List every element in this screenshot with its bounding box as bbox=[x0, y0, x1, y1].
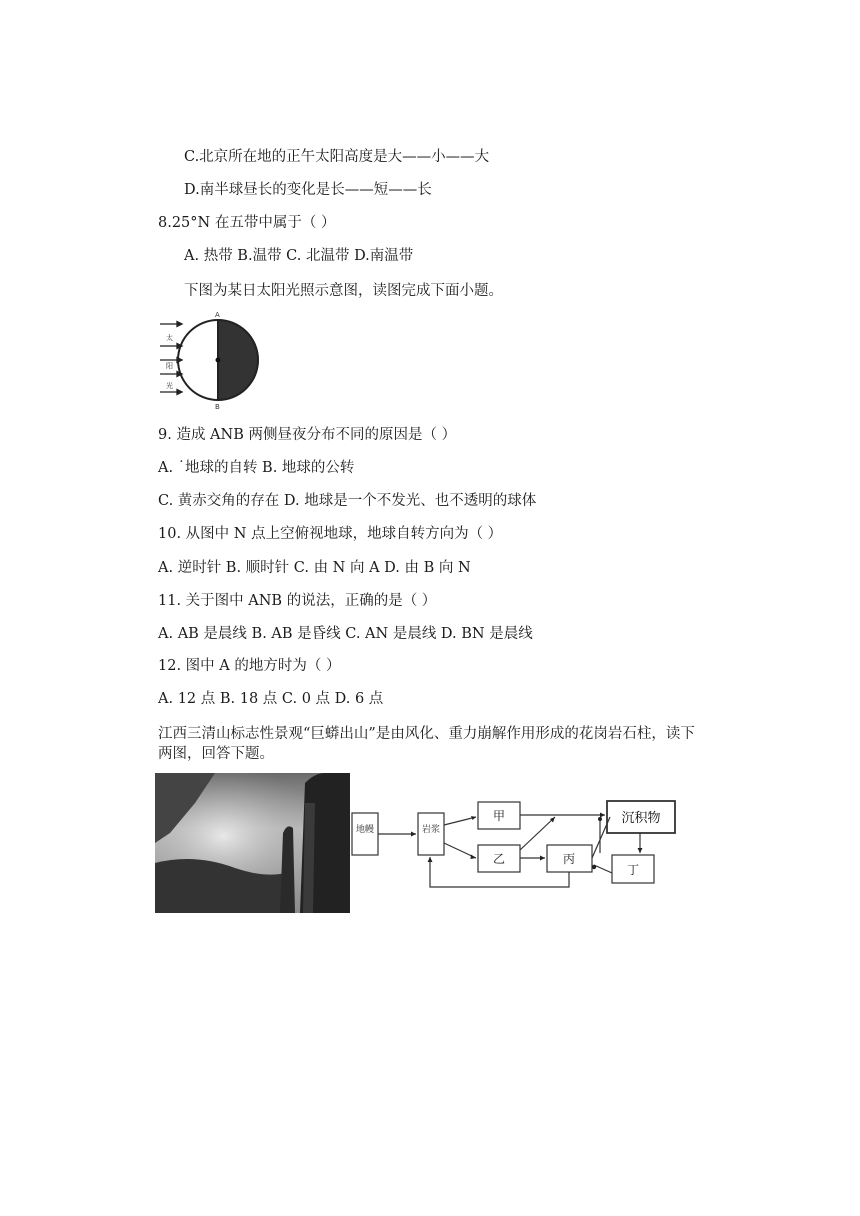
arrow-label-3: 光 bbox=[166, 382, 173, 390]
label-sediment: 沉积物 bbox=[621, 811, 661, 826]
label-jia: 甲 bbox=[492, 809, 506, 823]
arrow-label-1: 太 bbox=[166, 334, 173, 342]
sanqing-intro-line1: 江西三清山标志性景观“巨蟒出山”是由风化、重力崩解作用形成的花岗岩石柱，读下 bbox=[158, 726, 695, 742]
night-half bbox=[218, 320, 258, 400]
q10-stem: 10. 从图中 N 点上空俯视地球，地球自转方向为（ ） bbox=[158, 526, 503, 542]
q7-option-c: C.北京所在地的正午太阳高度是大——小——大 bbox=[184, 149, 490, 165]
q7-option-d: D.南半球昼长的变化是长——短——长 bbox=[184, 182, 432, 198]
label-a: A bbox=[215, 311, 220, 319]
figure-intro: 下图为某日太阳光照示意图，读图完成下面小题。 bbox=[184, 283, 503, 299]
sunlight-globe-figure bbox=[158, 310, 266, 410]
q10-options: A. 逆时针 B. 顺时针 C. 由 N 向 A D. 由 B 向 N bbox=[158, 560, 471, 576]
q12-stem: 12. 图中 A 的地方时为（ ） bbox=[158, 658, 341, 674]
label-mantle: 地幔 bbox=[355, 825, 375, 835]
q11-options: A. AB 是晨线 B. AB 是昏线 C. AN 是晨线 D. BN 是晨线 bbox=[158, 626, 533, 642]
label-ding: 丁 bbox=[626, 863, 640, 877]
q9-stem: 9. 造成 ANB 两侧昼夜分布不同的原因是（ ） bbox=[158, 427, 457, 443]
label-magma: 岩浆 bbox=[421, 825, 441, 835]
rock-pillar-photo bbox=[155, 773, 350, 913]
arrow-label-2: 阳 bbox=[166, 362, 173, 370]
q8-options: A. 热带 B.温带 C. 北温带 D.南温带 bbox=[184, 248, 414, 264]
label-yi: 乙 bbox=[492, 852, 506, 866]
q12-options: A. 12 点 B. 18 点 C. 0 点 D. 6 点 bbox=[158, 691, 384, 707]
q8-stem: 8.25°N 在五带中属于（ ） bbox=[158, 215, 336, 231]
rock-cycle-diagram bbox=[350, 795, 680, 895]
q9-options-cd: C. 黄赤交角的存在 D. 地球是一个不发光、也不透明的球体 bbox=[158, 493, 537, 509]
label-b: B bbox=[215, 403, 220, 410]
label-bing: 丙 bbox=[562, 852, 576, 866]
q11-stem: 11. 关于图中 ANB 的说法，正确的是（ ） bbox=[158, 593, 437, 609]
point-n bbox=[216, 358, 221, 363]
q9-options-ab: A. ˙地球的自转 B. 地球的公转 bbox=[158, 460, 355, 476]
sanqing-intro-line2: 两图，回答下题。 bbox=[158, 746, 274, 762]
